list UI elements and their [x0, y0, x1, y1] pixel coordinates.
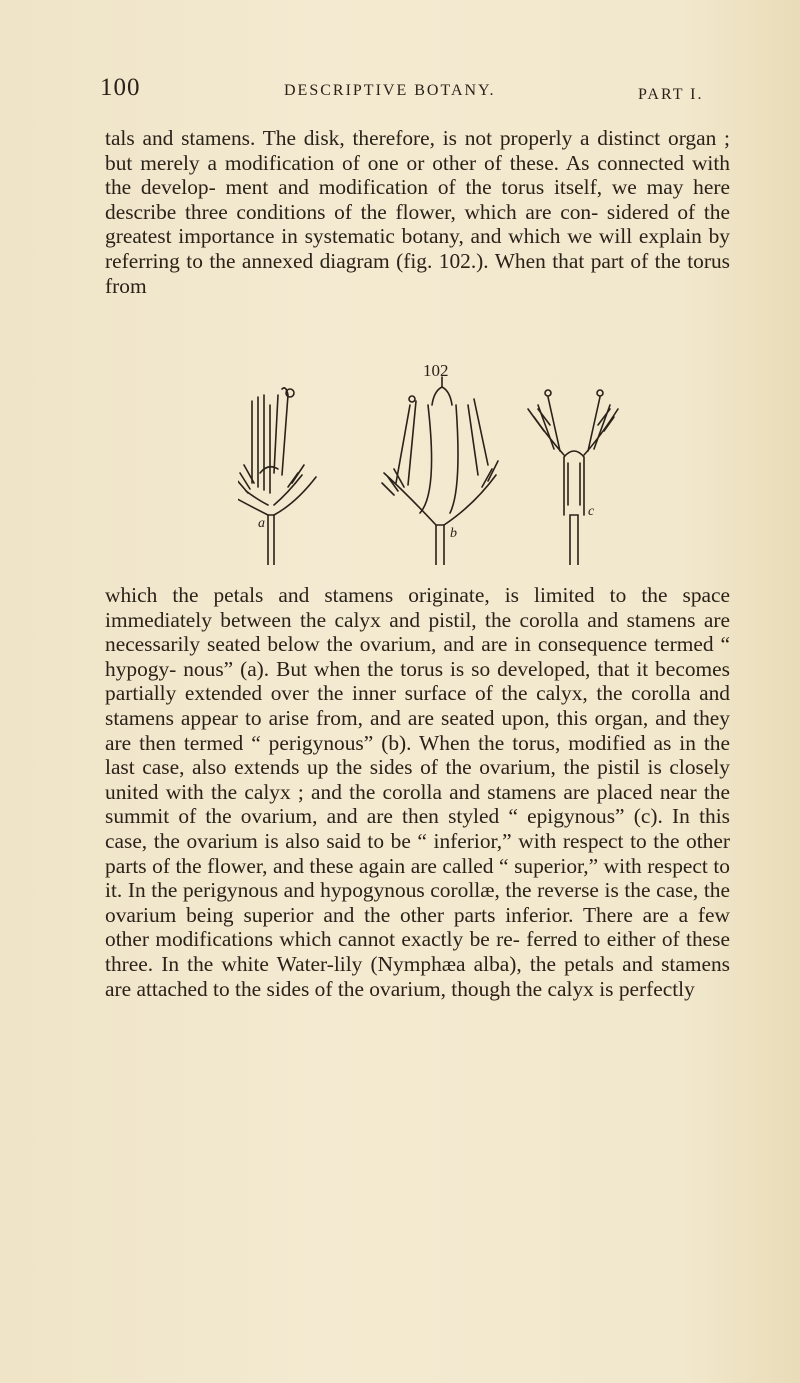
paragraph-2: which the petals and stamens originate, is limited to the space immediately between the calyx and pistil, the corolla and stamens are necessarily seated below the ovarium, and are in consequence termed “ hypogy- nous” (a). But when the torus is so developed, that it becomes partially extended over the inner surface of the calyx, the corolla and stamens appear to arise from, and are seated upon, this organ, and they are then termed “ perigynous” (b). When the torus, modified as in the last case, also extends up the sides of the ovarium, the pistil is closely united with the calyx ; and the corolla and stamens are placed near the summit of the ovarium, and are then styled “ epigynous” (c). In this case, the ovarium is also said to be “ inferior,” with respect to the other parts of the flower, and these again are called “ superior,” with respect to it. In the perigynous and hypogynous corollæ, the reverse is the case, the ovarium being superior and the other parts inferior. There are a few other modifications which cannot exactly be re- ferred to either of these three. In the white Water-lily (Nymphæa alba), the petals and stamens are attached to the sides of the ovarium, though the calyx is perfectly: [105, 583, 730, 1001]
flower-section-diagram-icon: [238, 365, 718, 565]
paragraph-1: tals and stamens. The disk, therefore, is not properly a distinct organ ; but merely a modification of one or other of these. As connected with the develop- ment and modification of the torus itself, we may here describe three conditions of the flower, which are con- sidered of the greatest importance in systematic botany, and which we will explain by referring to the annexed diagram (fig. 102.). When that part of the torus from: [105, 126, 730, 298]
running-title: DESCRIPTIVE BOTANY.: [284, 82, 496, 99]
page-number: 100: [100, 74, 141, 101]
figure-label-a: a: [258, 516, 265, 531]
figure-102: [238, 361, 718, 565]
figure-label-b: b: [450, 526, 457, 541]
figure-number: 102: [423, 361, 449, 380]
diagram-c: [528, 390, 618, 565]
diagram-a: [238, 388, 316, 565]
part-label: PART I.: [638, 86, 704, 103]
diagram-b: [382, 377, 498, 565]
page-header: [100, 74, 740, 110]
figure-label-c: c: [588, 504, 595, 519]
